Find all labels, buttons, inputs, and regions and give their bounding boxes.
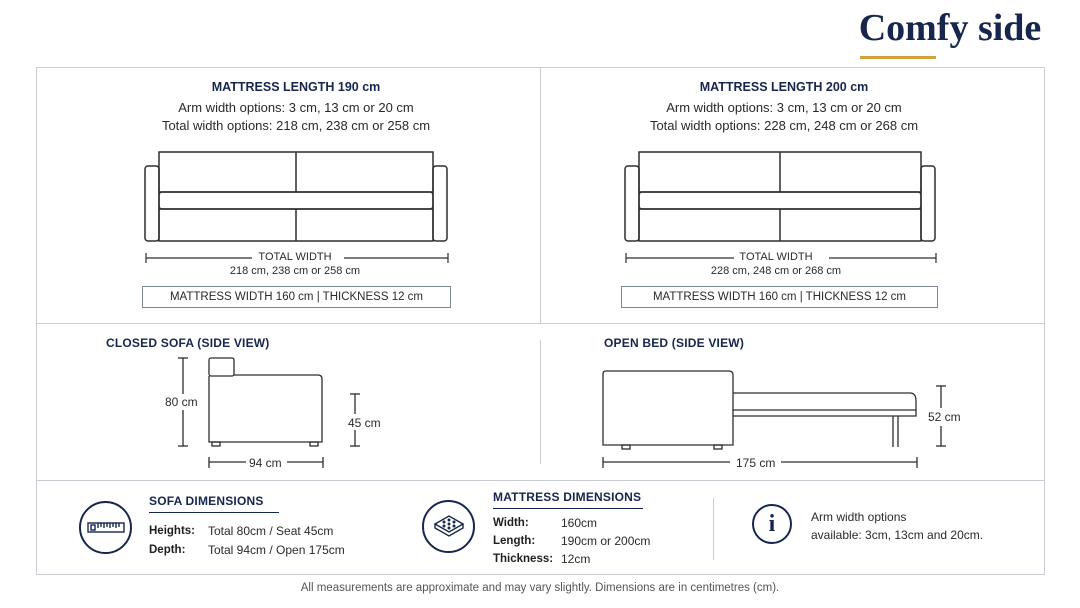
closed-sofa-title: CLOSED SOFA (SIDE VIEW) [106,336,270,350]
top-left-total-options: Total width options: 218 cm, 238 cm or 258 cm [161,118,431,133]
top-right-title: MATTRESS LENGTH 200 cm [699,80,869,94]
footer-note: All measurements are approximate and may vary slightly. Dimensions are in centimetres (cm). [300,582,780,594]
sofa-dimensions-underline [149,512,279,513]
sofa-heights-value: Total 80cm / Seat 45cm [208,524,334,538]
top-right-dim-values: 228 cm, 248 cm or 268 cm [710,265,842,277]
mattress-length-label: Length: [493,535,536,547]
mattress-dimensions-underline [493,508,643,509]
top-right-total-options: Total width options: 228 cm, 248 cm or 268 cm [649,118,919,133]
top-left-title: MATTRESS LENGTH 190 cm [211,80,381,94]
open-bed-title: OPEN BED (SIDE VIEW) [604,336,745,350]
closed-sofa-height-label: 80 cm [165,395,198,409]
info-icon [752,504,792,544]
mattress-icon [431,512,467,542]
open-bed-length-label: 175 cm [736,456,776,470]
sofa-front-drawing-right [620,145,940,250]
sofa-depth-value: Total 94cm / Open 175cm [208,543,345,557]
sofa-front-drawing-left [140,145,460,250]
top-left-dim-label: TOTAL WIDTH [258,251,332,263]
sofa-heights-label: Heights: [149,525,195,537]
mattress-thickness-value: 12cm [561,552,591,566]
closed-sofa-depth-label: 94 cm [249,456,282,470]
info-glyph: i [768,511,776,537]
top-left-arm-options: Arm width options: 3 cm, 13 cm or 20 cm [178,100,414,115]
mattress-length-value: 190cm or 200cm [561,534,651,548]
mattress-icon-circle [422,500,475,553]
mattress-width-value: 160cm [561,516,598,530]
mattress-thickness-label: Thickness: [493,553,554,565]
sofa-ruler-icon-circle [79,501,132,554]
mattress-dimensions-title: MATTRESS DIMENSIONS [493,490,642,504]
top-left-mattress-box: MATTRESS WIDTH 160 cm | THICKNESS 12 cm [142,286,451,308]
mattress-width-label: Width: [493,517,529,529]
divider-horizontal-2 [37,480,1044,481]
sofa-depth-label: Depth: [149,544,186,556]
divider-vertical-top [540,68,541,324]
brand-title: Comfy side [858,7,1042,49]
top-right-dim-label: TOTAL WIDTH [739,251,813,263]
divider-vertical-middle [540,340,541,464]
brand-underline [860,56,936,59]
info-line-2: available: 3cm, 13cm and 20cm. [811,528,984,542]
top-left-dim-values: 218 cm, 238 cm or 258 cm [229,265,361,277]
divider-vertical-bottom [713,498,714,560]
open-bed-height-label: 52 cm [928,410,961,424]
top-right-mattress-box: MATTRESS WIDTH 160 cm | THICKNESS 12 cm [621,286,938,308]
sofa-dimensions-title: SOFA DIMENSIONS [149,494,264,508]
closed-sofa-seat-label: 45 cm [348,416,381,430]
ruler-icon [86,521,126,535]
info-line-1: Arm width options [811,510,907,524]
divider-horizontal-1 [37,323,1044,324]
top-right-arm-options: Arm width options: 3 cm, 13 cm or 20 cm [666,100,902,115]
